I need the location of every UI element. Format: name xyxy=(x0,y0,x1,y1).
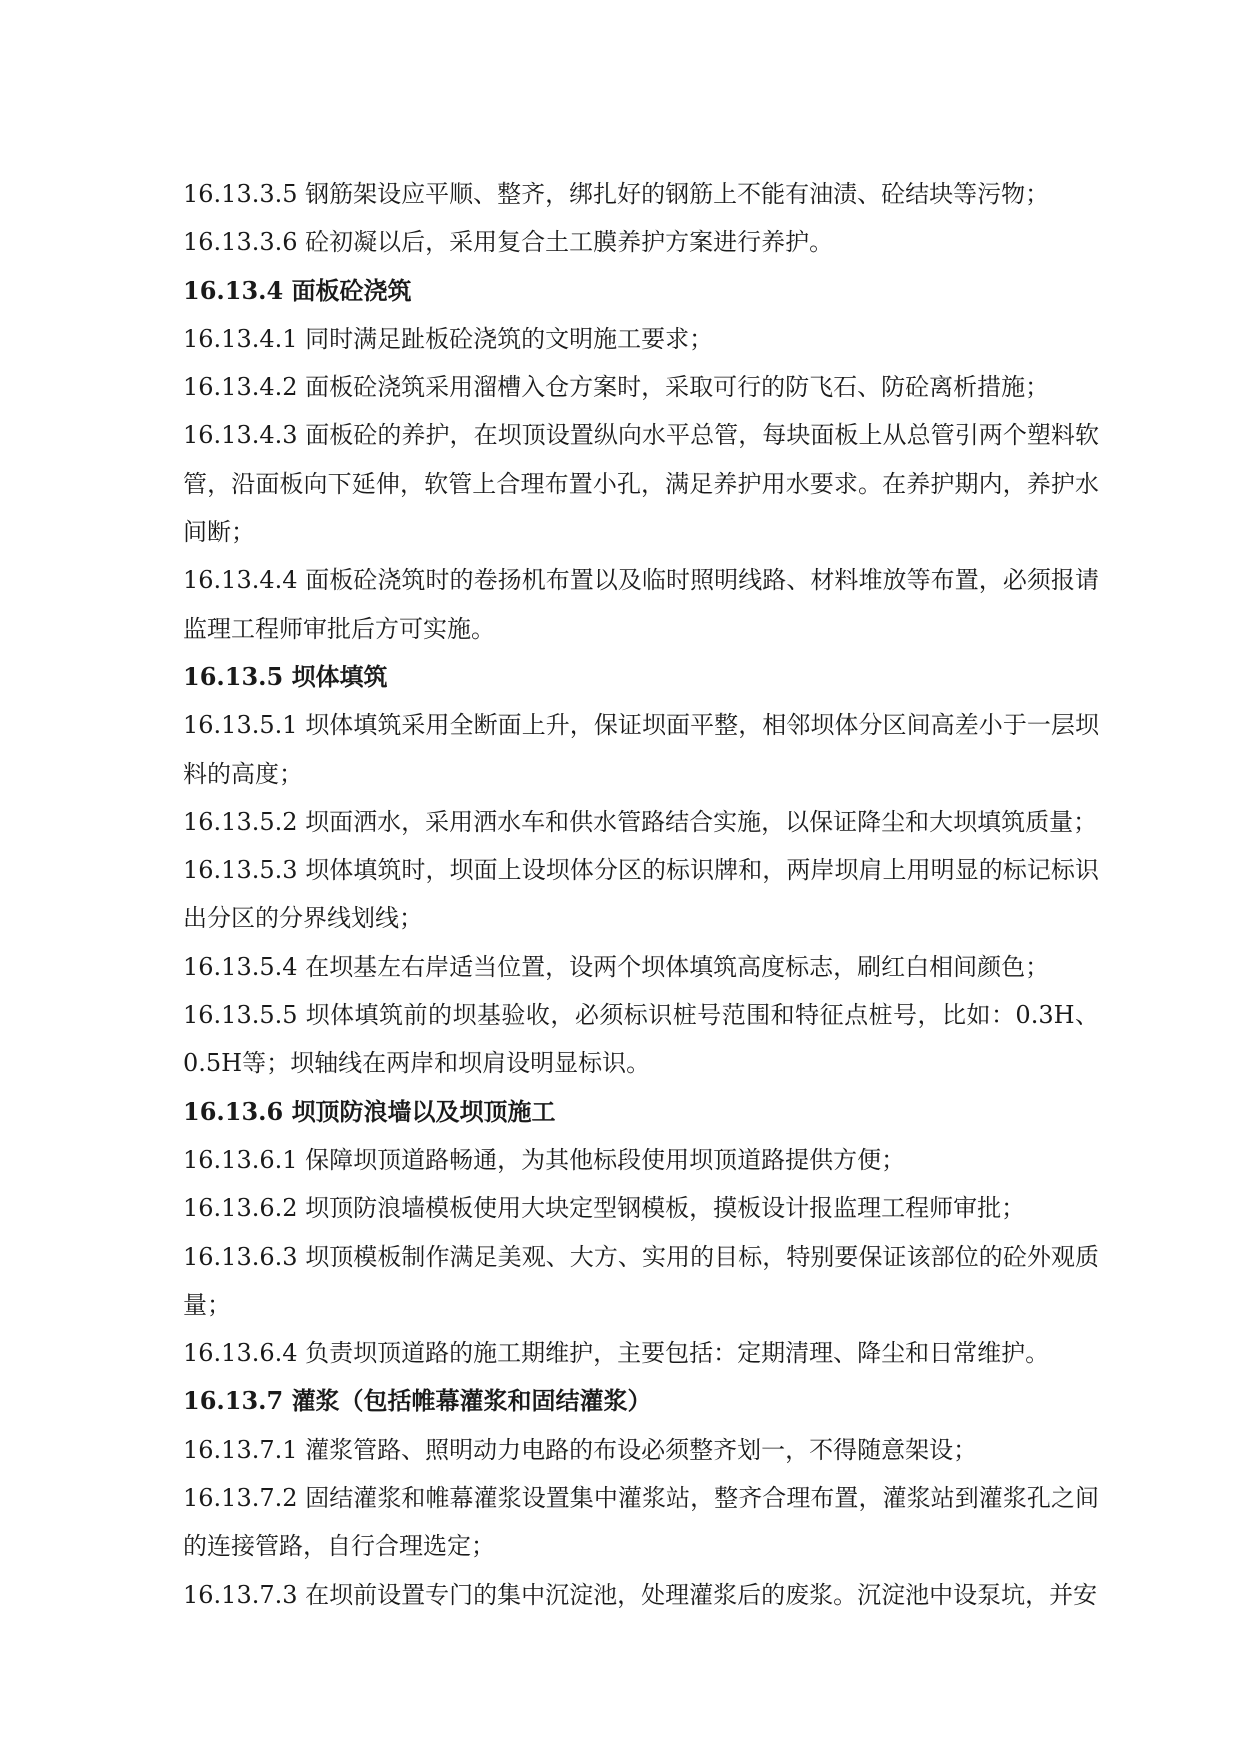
paragraph-16-13-4-2: 16.13.4.2 面板砼浇筑采用溜槽入仓方案时，采取可行的防飞石、防砼离析措施； xyxy=(183,373,1050,402)
paragraph-16-13-4-3: 16.13.4.3 面板砼的养护，在坝顶设置纵向水平总管，每块面板上从总管引两个塑料软管，沿面板向下延伸，软管上合理布置小孔，满足养护用水要求。在养护期内，养护水间断； xyxy=(183,421,1099,547)
section-heading-16-13-5: 16.13.5 坝体填筑 xyxy=(183,661,388,691)
paragraph-16-13-3-6: 16.13.3.6 砼初凝以后，采用复合土工膜养护方案进行养护。 xyxy=(183,228,834,257)
paragraph-16-13-3-5: 16.13.3.5 钢筋架设应平顺、整齐，绑扎好的钢筋上不能有油渍、砼结块等污物； xyxy=(183,180,1050,208)
paragraph-16-13-5-2: 16.13.5.2 坝面洒水，采用洒水车和供水管路结合实施，以保证降尘和大坝填筑质量； xyxy=(183,807,1098,836)
paragraph-16-13-4-4: 16.13.4.4 面板砼浇筑时的卷扬机布置以及临时照明线路、材料堆放等布置，必须报请监理工程师审批后方可实施。 xyxy=(183,566,1099,643)
paragraph-16-13-7-2: 16.13.7.2 固结灌浆和帷幕灌浆设置集中灌浆站，整齐合理布置，灌浆站到灌浆孔之间的连接管路，自行合理选定； xyxy=(183,1484,1099,1561)
section-heading-16-13-4: 16.13.4 面板砼浇筑 xyxy=(183,275,412,305)
paragraph-16-13-7-1: 16.13.7.1 灌浆管路、照明动力电路的布设必须整齐划一，不得随意架设； xyxy=(183,1435,978,1464)
section-heading-16-13-6: 16.13.6 坝顶防浪墙以及坝顶施工 xyxy=(183,1096,556,1126)
paragraph-16-13-6-4: 16.13.6.4 负责坝顶道路的施工期维护，主要包括：定期清理、降尘和日常维护。 xyxy=(183,1339,1050,1368)
paragraph-16-13-6-2: 16.13.6.2 坝顶防浪墙模板使用大块定型钢模板，摸板设计报监理工程师审批； xyxy=(183,1194,1026,1223)
paragraph-16-13-7-3: 16.13.7.3 在坝前设置专门的集中沉淀池，处理灌浆后的废浆。沉淀池中设泵坑，并安 xyxy=(183,1580,1098,1609)
document-body xyxy=(183,170,1099,1619)
paragraph-16-13-5-5: 16.13.5.5 坝体填筑前的坝基验收，必须标识桩号范围和特征点桩号，比如：0.3H、0.5H等；坝轴线在两岸和坝肩设明显标识。 xyxy=(183,1001,1099,1078)
paragraph-16-13-4-1: 16.13.4.1 同时满足趾板砼浇筑的文明施工要求； xyxy=(183,324,714,353)
paragraph-16-13-5-1: 16.13.5.1 坝体填筑采用全断面上升，保证坝面平整，相邻坝体分区间高差小于一层坝料的高度； xyxy=(183,711,1099,788)
paragraph-16-13-5-4: 16.13.5.4 在坝基左右岸适当位置，设两个坝体填筑高度标志，刷红白相间颜色； xyxy=(183,952,1050,981)
section-heading-16-13-7: 16.13.7 灌浆（包括帷幕灌浆和固结灌浆） xyxy=(183,1386,652,1416)
paragraph-16-13-6-1: 16.13.6.1 保障坝顶道路畅通，为其他标段使用坝顶道路提供方便； xyxy=(183,1145,906,1174)
paragraph-16-13-5-3: 16.13.5.3 坝体填筑时，坝面上设坝体分区的标识牌和，两岸坝肩上用明显的标记标识出分区的分界线划线； xyxy=(183,856,1099,933)
paragraph-16-13-6-3: 16.13.6.3 坝顶模板制作满足美观、大方、实用的目标，特别要保证该部位的砼外观质量； xyxy=(183,1242,1099,1319)
